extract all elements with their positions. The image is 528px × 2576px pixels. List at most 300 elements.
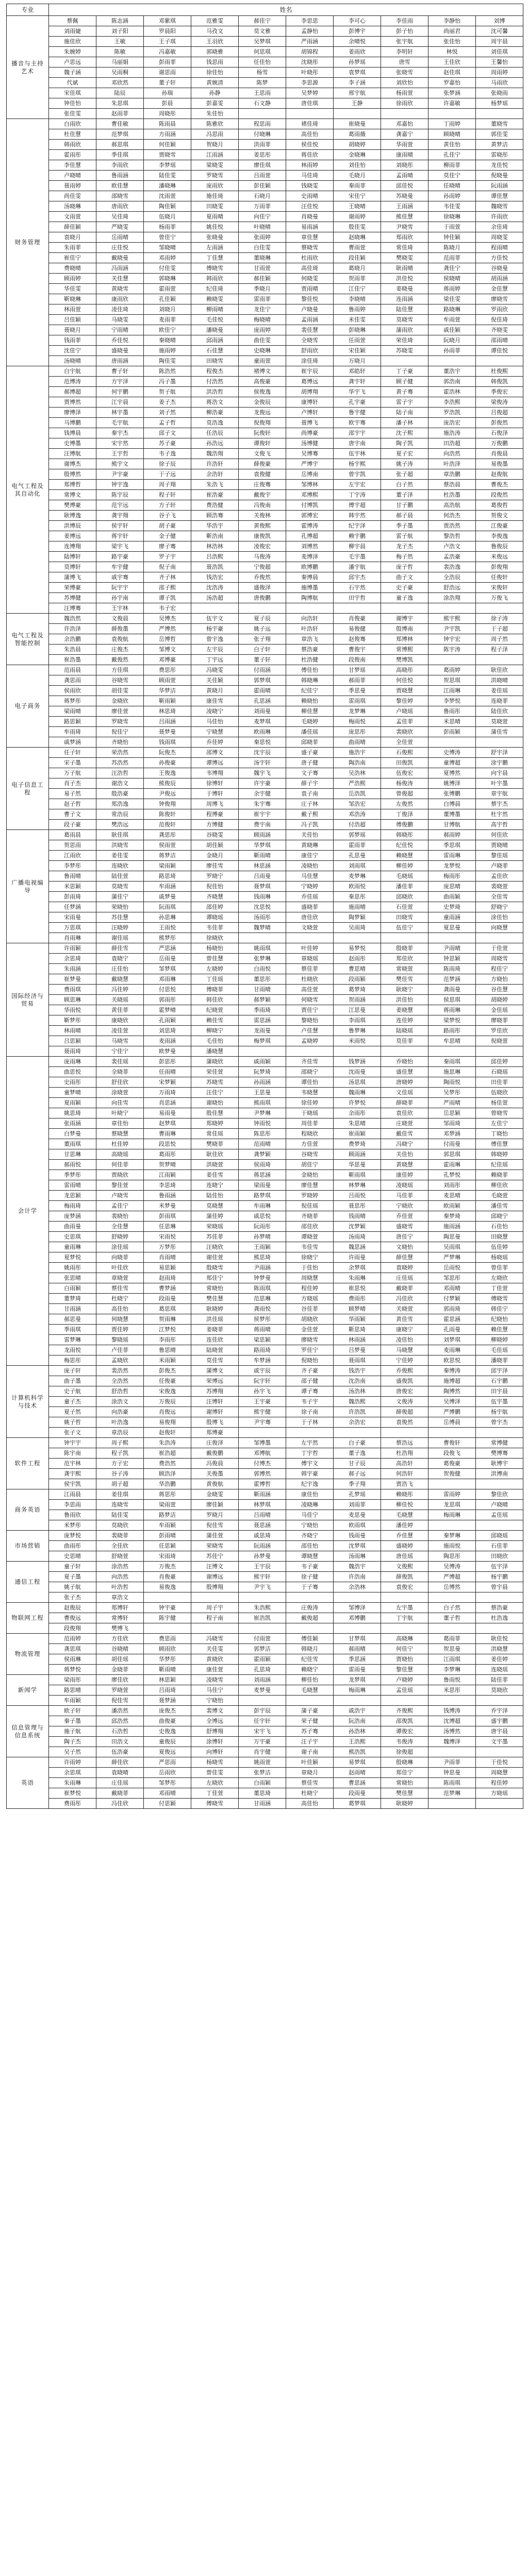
name-cell: 姜佳琪: [96, 1489, 144, 1500]
name-cell: 吕梦曼: [334, 1345, 381, 1355]
name-cell: 黎佳萱: [96, 1180, 144, 1191]
name-cell: 罗晓雪: [96, 717, 144, 727]
name-cell: 牟雨颖: [144, 1520, 191, 1531]
name-cell: 陶博航: [286, 593, 334, 603]
name-cell: 马佳宁: [286, 1510, 334, 1520]
name-cell: 王静: [334, 98, 381, 109]
name-cell: 林思涵: [239, 861, 286, 871]
name-cell: 柳雨晴: [191, 304, 239, 315]
name-cell: 易俊翔: [144, 1417, 191, 1428]
table-row: [7, 1788, 523, 1799]
name-cell: 龙俊远: [239, 408, 286, 418]
table-row: [7, 366, 523, 377]
name-cell: 姜佳雪: [191, 1170, 239, 1180]
table-row: [7, 1685, 523, 1696]
name-cell: 吴子然: [49, 1747, 96, 1757]
name-cell: 毛佳悦: [191, 315, 239, 325]
name-cell: 荣子健: [286, 1716, 334, 1726]
name-cell: 金俊辰: [239, 397, 286, 408]
name-cell: 关佳慧: [96, 274, 144, 284]
name-cell: 谷佳菲: [286, 1304, 334, 1314]
name-cell: 洪晓雪: [96, 840, 144, 851]
name-cell: 全博远: [191, 1716, 239, 1726]
name-cell: 苏博健: [49, 593, 96, 603]
name-cell: 姚雨萱: [239, 1757, 286, 1768]
name-cell: 雷雨曼: [334, 1665, 381, 1675]
name-cell: 贾博然: [49, 397, 96, 408]
name-cell: 罗雨欣: [476, 304, 523, 315]
name-cell: 尚博豪: [286, 428, 334, 438]
name-cell: 乔佳萱: [381, 1211, 428, 1222]
name-cell: 韦博翔: [191, 768, 239, 778]
name-cell: 孟佳宁: [96, 1201, 144, 1211]
name-cell: [381, 933, 428, 943]
name-cell: [334, 1623, 381, 1634]
name-cell: 史思琪: [49, 1232, 96, 1242]
name-cell: 左晓婷: [191, 964, 239, 974]
name-cell: 齐晓怡: [96, 737, 144, 748]
name-cell: 凌晓琳: [286, 1500, 334, 1510]
name-cell: 麦梦琳: [334, 871, 381, 882]
name-cell: 莫佳菲: [381, 1036, 428, 1046]
name-cell: 江宇晨: [96, 397, 144, 408]
name-cell: 倪晓怡: [286, 1355, 334, 1366]
name-cell: 陶思曼: [428, 1232, 476, 1242]
name-cell: 张梦洁: [239, 1768, 286, 1778]
name-cell: 裴晓菲: [96, 1531, 144, 1541]
name-cell: 季雨琦: [239, 1005, 286, 1015]
name-cell: 麦梦曼: [239, 1685, 286, 1696]
name-cell: 周子然: [476, 634, 523, 645]
name-cell: 曲俊豪: [144, 1716, 191, 1726]
name-cell: 沈梦颖: [334, 1222, 381, 1232]
name-cell: 洪佳怡: [381, 995, 428, 1005]
name-cell: 季雨琪: [49, 1325, 96, 1335]
name-cell: 石佳怡: [476, 1222, 523, 1232]
name-cell: 宋宇飞: [239, 1726, 286, 1737]
name-cell: 魏晓雪: [476, 201, 523, 212]
table-row: [7, 1252, 523, 1263]
name-cell: 韩晓婷: [476, 1149, 523, 1160]
table-row: [7, 572, 523, 583]
name-cell: 童雨琳: [49, 1242, 96, 1252]
name-cell: 田晓欣: [476, 1551, 523, 1562]
name-cell: 袁梦琪: [334, 67, 381, 78]
name-cell: 赖晓雯: [191, 294, 239, 304]
name-cell: 葛雨彤: [144, 1149, 191, 1160]
name-cell: [428, 1479, 476, 1489]
name-cell: 柳浩豪: [191, 408, 239, 418]
name-cell: 石浩哲: [96, 1726, 144, 1737]
name-cell: 褚佳琦: [286, 119, 334, 129]
name-cell: 谢浩文: [96, 778, 144, 789]
name-cell: 阮俊杰: [144, 748, 191, 758]
table-row: [7, 1201, 523, 1211]
name-cell: 方子宏: [96, 1459, 144, 1469]
name-cell: 任晓晴: [428, 181, 476, 191]
name-cell: [428, 1696, 476, 1706]
name-cell: 许宇豪: [239, 778, 286, 789]
name-cell: 邱宇杰: [334, 572, 381, 583]
name-cell: 欧博鹏: [286, 562, 334, 572]
table-row: [7, 480, 523, 490]
name-cell: 侯佳悦: [286, 140, 334, 150]
name-cell: 蔡浩远: [381, 1438, 428, 1448]
name-cell: [476, 1747, 523, 1757]
name-cell: 王宇辰: [239, 1562, 286, 1572]
table-row: [7, 1562, 523, 1572]
name-cell: 陶梦颖: [334, 912, 381, 923]
name-cell: 孙俊豪: [144, 758, 191, 768]
name-cell: 江雨琳: [428, 686, 476, 696]
name-cell: 程子南: [191, 1613, 239, 1623]
name-cell: 米思颖: [49, 882, 96, 892]
name-cell: 范雨晨: [49, 665, 96, 675]
name-cell: 汤雨琳: [334, 1551, 381, 1562]
name-cell: 施雨涵: [428, 1222, 476, 1232]
name-cell: 柳佳悦: [381, 1500, 428, 1510]
name-cell: 刘欣怡: [381, 78, 428, 88]
table-row: [7, 1304, 523, 1314]
name-cell: 沈博超: [428, 1716, 476, 1726]
table-row: [7, 943, 523, 954]
name-cell: 罗浩凯: [428, 408, 476, 418]
name-cell: 倪佳雪: [191, 1520, 239, 1531]
name-cell: 岳浩凯: [334, 789, 381, 799]
header-names: 姓名: [49, 4, 523, 16]
name-cell: 徐晓宁: [286, 1252, 334, 1263]
name-cell: 彭雨琦: [49, 892, 96, 902]
name-cell: 白雨颖: [49, 1283, 96, 1294]
name-cell: 罗子宇: [144, 552, 191, 562]
name-cell: 侯雨琳: [49, 1654, 96, 1665]
name-cell: 曲子文: [381, 572, 428, 583]
name-cell: 张佳怡: [428, 37, 476, 47]
name-cell: 廖佳慧: [286, 1180, 334, 1191]
name-cell: 傅佳怡: [286, 665, 334, 675]
table-row: [7, 201, 523, 212]
name-cell: 谭子凯: [144, 593, 191, 603]
table-row: [7, 1180, 523, 1191]
name-cell: 常晓萱: [381, 964, 428, 974]
name-cell: [476, 655, 523, 665]
name-cell: 郭博宏: [286, 511, 334, 521]
name-cell: 范雨婷: [49, 1634, 96, 1644]
name-cell: 冯佳欣: [381, 1294, 428, 1304]
name-cell: 聂晓月: [49, 325, 96, 335]
name-cell: 曾宇凯: [334, 469, 381, 480]
name-cell: 常佳瑶: [191, 1129, 239, 1139]
name-cell: 苏博翔: [191, 1386, 239, 1397]
name-cell: 谷晓雪: [286, 1149, 334, 1160]
name-cell: 荣浩然: [96, 748, 144, 758]
name-cell: 阮梦琦: [239, 1067, 286, 1077]
name-cell: 张晓雪: [381, 67, 428, 78]
name-cell: 肖晓曼: [286, 212, 334, 222]
name-cell: 乔俊然: [239, 572, 286, 583]
table-row: [7, 1046, 523, 1057]
name-cell: 华浩宇: [191, 521, 239, 531]
name-cell: [428, 1592, 476, 1603]
name-cell: 彭宇辰: [239, 1706, 286, 1716]
name-cell: 朱浩飞: [191, 480, 239, 490]
name-cell: 段雨曼: [144, 1294, 191, 1304]
name-cell: 顾雨欣: [144, 1644, 191, 1654]
name-cell: 岳博南: [286, 469, 334, 480]
name-cell: 于雨萱: [428, 222, 476, 232]
table-row: [7, 212, 523, 222]
name-cell: 杜佳婷: [96, 1139, 144, 1149]
name-cell: 邵晓雪: [96, 191, 144, 201]
name-cell: 陶子杰: [49, 1737, 96, 1747]
name-cell: 孙雨菲: [428, 346, 476, 356]
name-cell: 贾晓雪: [144, 150, 191, 160]
table-row: [7, 325, 523, 335]
name-cell: 冯晓雪: [191, 1634, 239, 1644]
name-cell: 戚梦涵: [49, 737, 96, 748]
name-cell: 黄子骞: [381, 387, 428, 397]
major-cell: 信息管理与信息系统: [7, 1706, 49, 1757]
name-cell: 赵俊轩: [144, 1428, 191, 1438]
name-cell: 郑博哲: [49, 480, 96, 490]
name-cell: 薛佳欣: [96, 1757, 144, 1768]
table-row: [7, 985, 523, 995]
name-cell: 薛佳颖: [49, 222, 96, 232]
name-cell: 吴梦琪: [239, 37, 286, 47]
name-cell: 孙梦瑶: [334, 57, 381, 67]
name-cell: 梅雨悦: [334, 717, 381, 727]
name-cell: [334, 109, 381, 119]
table-row: [7, 778, 523, 789]
name-cell: 钱浩宏: [191, 572, 239, 583]
name-cell: 龚思琪: [49, 1644, 96, 1654]
table-row: [7, 88, 523, 98]
name-cell: 何佳菲: [96, 1160, 144, 1170]
name-cell: 舒佳欣: [96, 1077, 144, 1088]
name-cell: 万宇豪: [239, 1737, 286, 1747]
name-cell: 崔晓曼: [334, 119, 381, 129]
name-cell: 袁佳欣: [381, 1108, 428, 1118]
table-row: [7, 789, 523, 799]
name-cell: 田佳菲: [476, 1077, 523, 1088]
name-cell: 荣博远: [191, 1376, 239, 1386]
name-cell: 章晓萱: [96, 1273, 144, 1283]
name-cell: 程子泽: [476, 645, 523, 655]
name-cell: 阮浩南: [334, 1716, 381, 1726]
name-cell: 杨宇鹏: [476, 1572, 523, 1582]
name-cell: 黎晓瑶: [96, 1335, 144, 1345]
name-cell: 贾晓慧: [381, 686, 428, 696]
name-cell: 季俊宏: [476, 387, 523, 397]
name-cell: 叶浩哲: [96, 1582, 144, 1592]
name-cell: 樊浩远: [96, 820, 144, 830]
name-cell: 宋俊逸: [144, 1386, 191, 1397]
name-cell: 童雨涵: [428, 912, 476, 923]
name-cell: 华雨萱: [381, 140, 428, 150]
name-cell: 岳博然: [428, 1582, 476, 1592]
name-cell: 邱雨涵: [191, 335, 239, 346]
name-cell: 常晓怡: [191, 1283, 239, 1294]
name-cell: 廖佳欣: [96, 1675, 144, 1685]
name-cell: 肖俊豪: [334, 614, 381, 624]
name-cell: 欧思悦: [428, 1355, 476, 1366]
name-cell: 杜浩健: [286, 655, 334, 665]
table-row: [7, 1520, 523, 1531]
name-cell: 赖晓慧: [381, 851, 428, 861]
name-cell: 米雨颖: [144, 1355, 191, 1366]
name-cell: 万俊飞: [476, 593, 523, 603]
name-cell: 尹宇凯: [428, 624, 476, 634]
name-cell: 马博鹏: [49, 418, 96, 428]
table-row: [7, 263, 523, 274]
name-cell: 葛雨晨: [49, 830, 96, 840]
name-cell: 龚梦颖: [239, 1149, 286, 1160]
name-cell: 邱佳悦: [381, 181, 428, 191]
name-cell: 杨雨菲: [144, 222, 191, 232]
name-cell: 乔佳慧: [381, 1531, 428, 1541]
name-cell: 宋俊轩: [476, 583, 523, 593]
name-cell: 耿佳欣: [476, 665, 523, 675]
name-cell: 胡佳瑶: [96, 1654, 144, 1665]
name-cell: 施佳欣: [49, 37, 96, 47]
name-cell: 韦佳菲: [191, 923, 239, 933]
name-cell: 戚思悦: [239, 1211, 286, 1222]
name-cell: 费晓晴: [49, 263, 96, 274]
name-cell: 代斌: [49, 78, 96, 88]
table-row: [7, 1222, 523, 1232]
name-cell: 秦子墨: [49, 1716, 96, 1726]
table-row: [7, 882, 523, 892]
name-cell: 吴雨琦: [334, 923, 381, 933]
name-cell: 邹博文: [144, 645, 191, 655]
name-cell: 江思曼: [334, 1005, 381, 1015]
name-cell: 王宇哲: [96, 449, 144, 459]
name-cell: 许嘉敏: [428, 98, 476, 109]
name-cell: 夏子然: [49, 1407, 96, 1417]
name-cell: 韩晓月: [286, 1644, 334, 1654]
name-cell: 金子健: [144, 531, 191, 541]
name-cell: 熊梦彤: [144, 933, 191, 943]
name-cell: 费思彤: [144, 665, 191, 675]
name-cell: 李梦彤: [49, 861, 96, 871]
name-cell: 唐俊宏: [381, 1386, 428, 1397]
name-cell: 纪佳悦: [381, 840, 428, 851]
name-cell: 舒晓婷: [96, 1232, 144, 1242]
name-cell: 吕雨琦: [144, 1685, 191, 1696]
name-cell: 罗晓婷: [286, 1191, 334, 1201]
name-cell: 钱梦涵: [334, 1057, 381, 1067]
name-cell: 傅俊鹏: [381, 820, 428, 830]
name-cell: 顾思琳: [49, 995, 96, 1005]
table-row: [7, 933, 523, 943]
name-cell: 盛晓雪: [381, 1222, 428, 1232]
name-cell: 秦雨琪: [428, 1057, 476, 1067]
name-cell: 龚宇熙: [49, 1469, 96, 1479]
name-cell: 宋子墨: [49, 758, 96, 768]
table-row: [7, 428, 523, 438]
name-cell: [334, 1696, 381, 1706]
name-cell: 方雨涵: [144, 129, 191, 140]
name-cell: 程佳婷: [286, 1283, 334, 1294]
name-cell: 费浩健: [191, 500, 239, 511]
name-cell: 李晓晴: [334, 294, 381, 304]
major-cell: 国际经济与贸易: [7, 943, 49, 1057]
header-row: [7, 4, 523, 16]
name-cell: 严博宇: [286, 459, 334, 469]
name-cell: 韦子宏: [144, 603, 191, 614]
name-cell: 靳浩南: [191, 531, 239, 541]
name-cell: 苏晓曼: [381, 191, 428, 201]
name-cell: 宋佳琪: [49, 88, 96, 98]
name-cell: 卢晓雪: [96, 1191, 144, 1201]
name-cell: 米梦曼: [144, 1201, 191, 1211]
name-cell: 陆佳欣: [476, 706, 523, 717]
name-cell: 吴雨桐: [96, 67, 144, 78]
name-cell: 关晓萱: [381, 1304, 428, 1314]
name-cell: 樊佳慧: [191, 1294, 239, 1304]
name-cell: 田晓雪: [381, 912, 428, 923]
table-row: [7, 78, 523, 88]
name-cell: 邱佳婷: [476, 1057, 523, 1067]
table-row: [7, 1489, 523, 1500]
name-cell: 乔佳瑶: [286, 892, 334, 902]
name-cell: 陶子凯: [381, 438, 428, 449]
name-cell: 方佳欣: [96, 1634, 144, 1644]
name-cell: 贺思琪: [428, 675, 476, 686]
name-cell: 毛晓慧: [381, 1510, 428, 1520]
name-cell: 赵雨菲: [96, 109, 144, 119]
name-cell: 贺梦晴: [144, 1160, 191, 1170]
major-cell: 软件工程: [7, 1438, 49, 1489]
name-cell: 甘雨萱: [239, 263, 286, 274]
name-cell: 叶佳欣: [96, 1263, 144, 1273]
name-cell: 秦博涛: [428, 1366, 476, 1376]
name-cell: 郑佳宁: [191, 1273, 239, 1283]
name-cell: 吕佳颖: [49, 315, 96, 325]
name-cell: 柳晓婷: [476, 1335, 523, 1345]
name-cell: 邵佳怡: [286, 1541, 334, 1551]
name-cell: 郭梦洁: [239, 1644, 286, 1654]
name-cell: 康俊凯: [239, 531, 286, 541]
name-cell: 庄俊骞: [239, 480, 286, 490]
name-cell: 黎晓怡: [286, 1015, 334, 1026]
name-cell: 贾晓晴: [476, 840, 523, 851]
name-cell: 常博文: [49, 490, 96, 500]
name-cell: [286, 933, 334, 943]
table-row: [7, 1283, 523, 1294]
name-cell: 戴子熙: [286, 809, 334, 820]
name-cell: 霍雨萱: [144, 284, 191, 294]
name-cell: 易梦琪: [334, 1757, 381, 1768]
table-row: [7, 1613, 523, 1623]
name-cell: 周晓慧: [286, 1273, 334, 1283]
name-cell: 麦雨涵: [144, 1036, 191, 1046]
name-cell: 董思彤: [239, 974, 286, 985]
name-cell: 顾梦晴: [334, 1304, 381, 1314]
name-cell: [476, 1696, 523, 1706]
name-cell: 侯宇凯: [49, 1479, 96, 1489]
name-cell: 孔博超: [286, 531, 334, 541]
name-cell: 李雨琪: [334, 1015, 381, 1026]
name-cell: 陈浩然: [144, 366, 191, 377]
name-cell: 姜佳雯: [96, 851, 144, 861]
name-cell: 唐子健: [286, 758, 334, 768]
name-cell: 裴浩逸: [428, 562, 476, 572]
name-cell: 李可心: [334, 16, 381, 26]
name-cell: 纪晓萱: [191, 1005, 239, 1015]
name-cell: 鲁宇健: [334, 408, 381, 418]
name-cell: 殷佳慧: [191, 1108, 239, 1118]
